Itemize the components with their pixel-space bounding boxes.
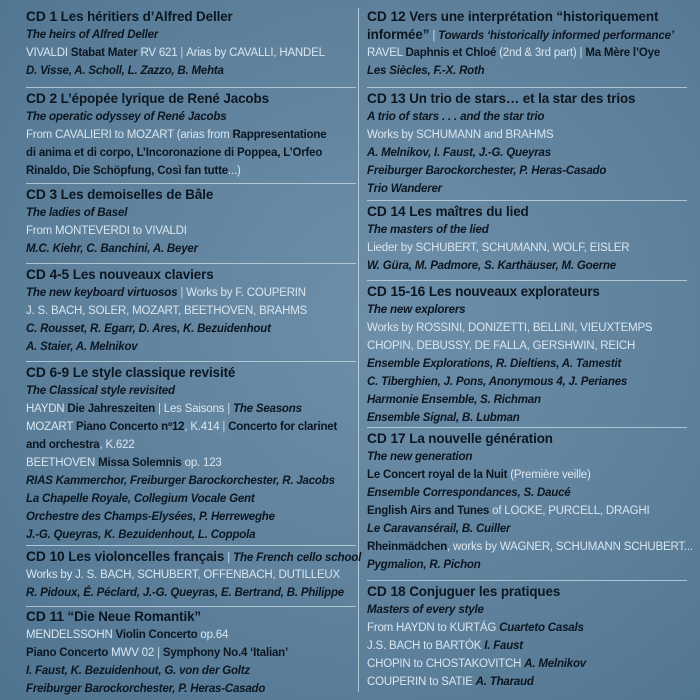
cd-14-entry xyxy=(367,203,687,275)
cd-number: CD 14 xyxy=(367,204,406,219)
separator xyxy=(367,580,687,581)
cd-6-9-entry xyxy=(26,364,356,544)
cd-number: CD 13 xyxy=(367,91,406,106)
performers: A. Staier, A. Melnikov xyxy=(26,341,138,353)
cd-title: Conjuguer les pratiques xyxy=(409,584,561,599)
program-line: di anima et di corpo, L’Incoronazione di Poppea, L’Orfeo xyxy=(26,147,323,159)
cd-number: CD 4-5 xyxy=(26,267,70,282)
program-line: From MONTEVERDI to VIVALDI xyxy=(26,225,187,237)
performers: C. Rousset, R. Egarr, D. Ares, K. Bezuidenhout xyxy=(26,323,271,335)
program-line: Le Concert royal de la Nuit (Première veille) xyxy=(367,469,591,481)
cd-number: CD 15-16 xyxy=(367,284,426,299)
cd-title: Les demoiselles de Bâle xyxy=(60,187,214,202)
cd-subtitle: The new generation xyxy=(367,450,473,463)
cd-number: CD 6-9 xyxy=(26,365,70,380)
program-line: Rheinmädchen, works by WAGNER, SCHUMANN SCHUBERT... xyxy=(367,541,693,553)
program-line: HAYDN Die Jahreszeiten | Les Saisons | The Seasons xyxy=(26,403,302,415)
performers: Orchestre des Champs-Elysées, P. Herreweghe xyxy=(26,511,275,523)
separator xyxy=(26,263,356,264)
cd-18-entry xyxy=(367,583,687,691)
cd-subtitle: A trio of stars . . . and the star trio xyxy=(367,110,545,123)
cd-title: Les violoncelles français xyxy=(68,549,225,564)
cd-subtitle: The operatic odyssey of René Jacobs xyxy=(26,110,227,123)
cd-subtitle: The French cello school xyxy=(233,551,362,564)
cd-number: CD 11 xyxy=(26,609,64,624)
cd-15-16-entry xyxy=(367,283,687,427)
program-line: MENDELSSOHN Violin Concerto op.64 xyxy=(26,629,229,641)
cd-subtitle: The new keyboard virtuosos xyxy=(26,286,178,299)
cd-subtitle: The Classical style revisited xyxy=(26,384,175,397)
performers: Le Caravansérail, B. Cuiller xyxy=(367,523,511,535)
performers: RIAS Kammerchor, Freiburger Barockorchester, R. Jacobs xyxy=(26,475,335,487)
program-line: COUPERIN to SATIE A. Tharaud xyxy=(367,676,534,688)
cd-subtitle: Masters of every style xyxy=(367,603,484,616)
performers: W. Güra, M. Padmore, S. Karthäuser, M. Goerne xyxy=(367,260,616,272)
cd-title: Les maîtres du lied xyxy=(409,204,529,219)
cd-11-entry xyxy=(26,608,356,698)
performers: Ensemble Explorations, R. Dieltiens, A. Tamestit xyxy=(367,358,622,370)
cd-number: CD 12 xyxy=(367,9,406,24)
cd-number: CD 1 xyxy=(26,9,58,24)
program-line: CHOPIN, DEBUSSY, DE FALLA, GERSHWIN, REICH xyxy=(367,340,636,352)
performers: Freiburger Barockorchester, P. Heras-Casado xyxy=(367,165,607,177)
program-line: Piano Concerto MWV 02 | Symphony No.4 ‘Italian’ xyxy=(26,647,288,659)
performers: Freiburger Barockorchester, P. Heras-Casado xyxy=(26,683,266,695)
cd-number: CD 2 xyxy=(26,91,58,106)
performers: J.-G. Queyras, K. Bezuidenhout, L. Coppola xyxy=(26,529,256,541)
program-line: CHOPIN to CHOSTAKOVITCH A. Melnikov xyxy=(367,658,586,670)
cd-title: Un trio de stars… et la star des trios xyxy=(409,91,636,106)
separator xyxy=(26,545,356,546)
cd-title: Vers une interprétation “historiquement xyxy=(409,9,659,24)
cd-title: Le style classique revisité xyxy=(72,365,236,380)
cd-number: CD 10 xyxy=(26,549,65,564)
cd-subtitle: The masters of the lied xyxy=(367,223,489,236)
program-line: RAVEL Daphnis et Chloé (2nd & 3rd part) | Ma Mère l’Oye xyxy=(367,47,661,59)
performers: Ensemble Correspondances, S. Daucé xyxy=(367,487,571,499)
separator xyxy=(367,427,687,428)
performers: Harmonie Ensemble, S. Richman xyxy=(367,394,541,406)
performers: Pygmalion, R. Pichon xyxy=(367,559,481,571)
cd-number: CD 18 xyxy=(367,584,406,599)
performers: Ensemble Signal, B. Lubman xyxy=(367,412,520,424)
performers: I. Faust, K. Bezuidenhout, G. von der Goltz xyxy=(26,665,250,677)
cd-title: Les nouveaux explorateurs xyxy=(428,284,600,299)
performers: Les Siècles, F.-X. Roth xyxy=(367,65,485,77)
cd-1-entry xyxy=(26,8,356,80)
program-line: Lieder by SCHUBERT, SCHUMANN, WOLF, EISLER xyxy=(367,242,630,254)
performers: R. Pidoux, É. Péclard, J.-G. Queyras, E. Bertrand, B. Philippe xyxy=(26,587,344,599)
cd-13-entry xyxy=(367,90,687,198)
cd-title: Les héritiers d’Alfred Deller xyxy=(60,9,233,24)
cd-10-entry: CD 10 Les violoncelles français | The French cello school Works by J. S. BACH, SCHUBERT, OFFENBACH, DUTILLEUX R. Pidoux, É. Péclard, J.-G. Queyras, E. Bertrand, B. Philippe xyxy=(26,548,356,602)
program-line: and orchestra, K.622 xyxy=(26,439,135,451)
column-divider xyxy=(358,8,359,692)
performers: A. Melnikov, I. Faust, J.-G. Queyras xyxy=(367,147,551,159)
program-line: J.S. BACH to BARTÓK I. Faust xyxy=(367,640,523,652)
cd-title: La nouvelle génération xyxy=(409,431,553,446)
cd-subtitle: The heirs of Alfred Deller xyxy=(26,28,159,41)
program-line: J. S. BACH, SOLER, MOZART, BEETHOVEN, BRAHMS xyxy=(26,305,308,317)
separator xyxy=(367,87,687,88)
separator xyxy=(26,361,356,362)
cd-12-entry: CD 12 Vers une interprétation “historiquement informée” | Towards ‘historically informed performance’ RAVEL Daphnis et Chloé (2nd & 3rd part) | Ma Mère l’Oye Les Siècles, F.-X. Roth xyxy=(367,8,687,80)
cd-subtitle: The new explorers xyxy=(367,303,466,316)
cd-2-entry xyxy=(26,90,356,180)
cd-title: “Die Neue Romantik” xyxy=(67,609,202,624)
cd-17-entry xyxy=(367,430,693,574)
performers: D. Visse, A. Scholl, L. Zazzo, B. Mehta xyxy=(26,65,224,77)
program-line: Works by F. COUPERIN xyxy=(186,287,306,299)
program-line: Works by SCHUMANN and BRAHMS xyxy=(367,129,554,141)
program-line: From CAVALIERI to MOZART (arias from Rappresentatione xyxy=(26,129,327,141)
performers: C. Tiberghien, J. Pons, Anonymous 4, J. Perianes xyxy=(367,376,628,388)
cd-subtitle: The ladies of Basel xyxy=(26,206,128,219)
separator xyxy=(26,606,356,607)
program-line: VIVALDI Stabat Mater RV 621 | Arias by CAVALLI, HANDEL xyxy=(26,47,325,59)
program-line: From HAYDN to KURTÁG Cuarteto Casals xyxy=(367,622,584,634)
cd-subtitle: Towards ‘historically informed performance’ xyxy=(438,29,674,42)
program-line: English Airs and Tunes of LOCKE, PURCELL, DRAGHI xyxy=(367,505,650,517)
performers: La Chapelle Royale, Collegium Vocale Gent xyxy=(26,493,255,505)
cd-title: L’épopée lyrique de René Jacobs xyxy=(60,91,269,106)
cd-title: Les nouveaux claviers xyxy=(72,267,214,282)
program-line: Works by J. S. BACH, SCHUBERT, OFFENBACH, DUTILLEUX xyxy=(26,569,340,581)
program-line: Rinaldo, Die Schöpfung, Così fan tutte...) xyxy=(26,165,241,177)
cd-number: CD 17 xyxy=(367,431,406,446)
program-line: BEETHOVEN Missa Solemnis op. 123 xyxy=(26,457,222,469)
performers: Trio Wanderer xyxy=(367,183,442,195)
cd-3-entry xyxy=(26,186,356,258)
cd-4-5-entry: CD 4-5 Les nouveaux claviers The new keyboard virtuosos | Works by F. COUPERIN J. S. BACH, SOLER, MOZART, BEETHOVEN, BRAHMS C. Rousset, R. Egarr, D. Ares, K. Bezuidenhout A. Staier, A. Melnikov xyxy=(26,266,356,356)
separator xyxy=(367,200,687,201)
cd-number: CD 3 xyxy=(26,187,58,202)
separator xyxy=(367,280,687,281)
program-line: Works by ROSSINI, DONIZETTI, BELLINI, VIEUXTEMPS xyxy=(367,322,653,334)
separator xyxy=(26,87,356,88)
cd-title: informée” xyxy=(367,27,430,42)
program-line: MOZART Piano Concerto nº12, K.414 | Concerto for clarinet xyxy=(26,421,338,433)
separator xyxy=(26,183,356,184)
performers: M.C. Kiehr, C. Banchini, A. Beyer xyxy=(26,243,198,255)
